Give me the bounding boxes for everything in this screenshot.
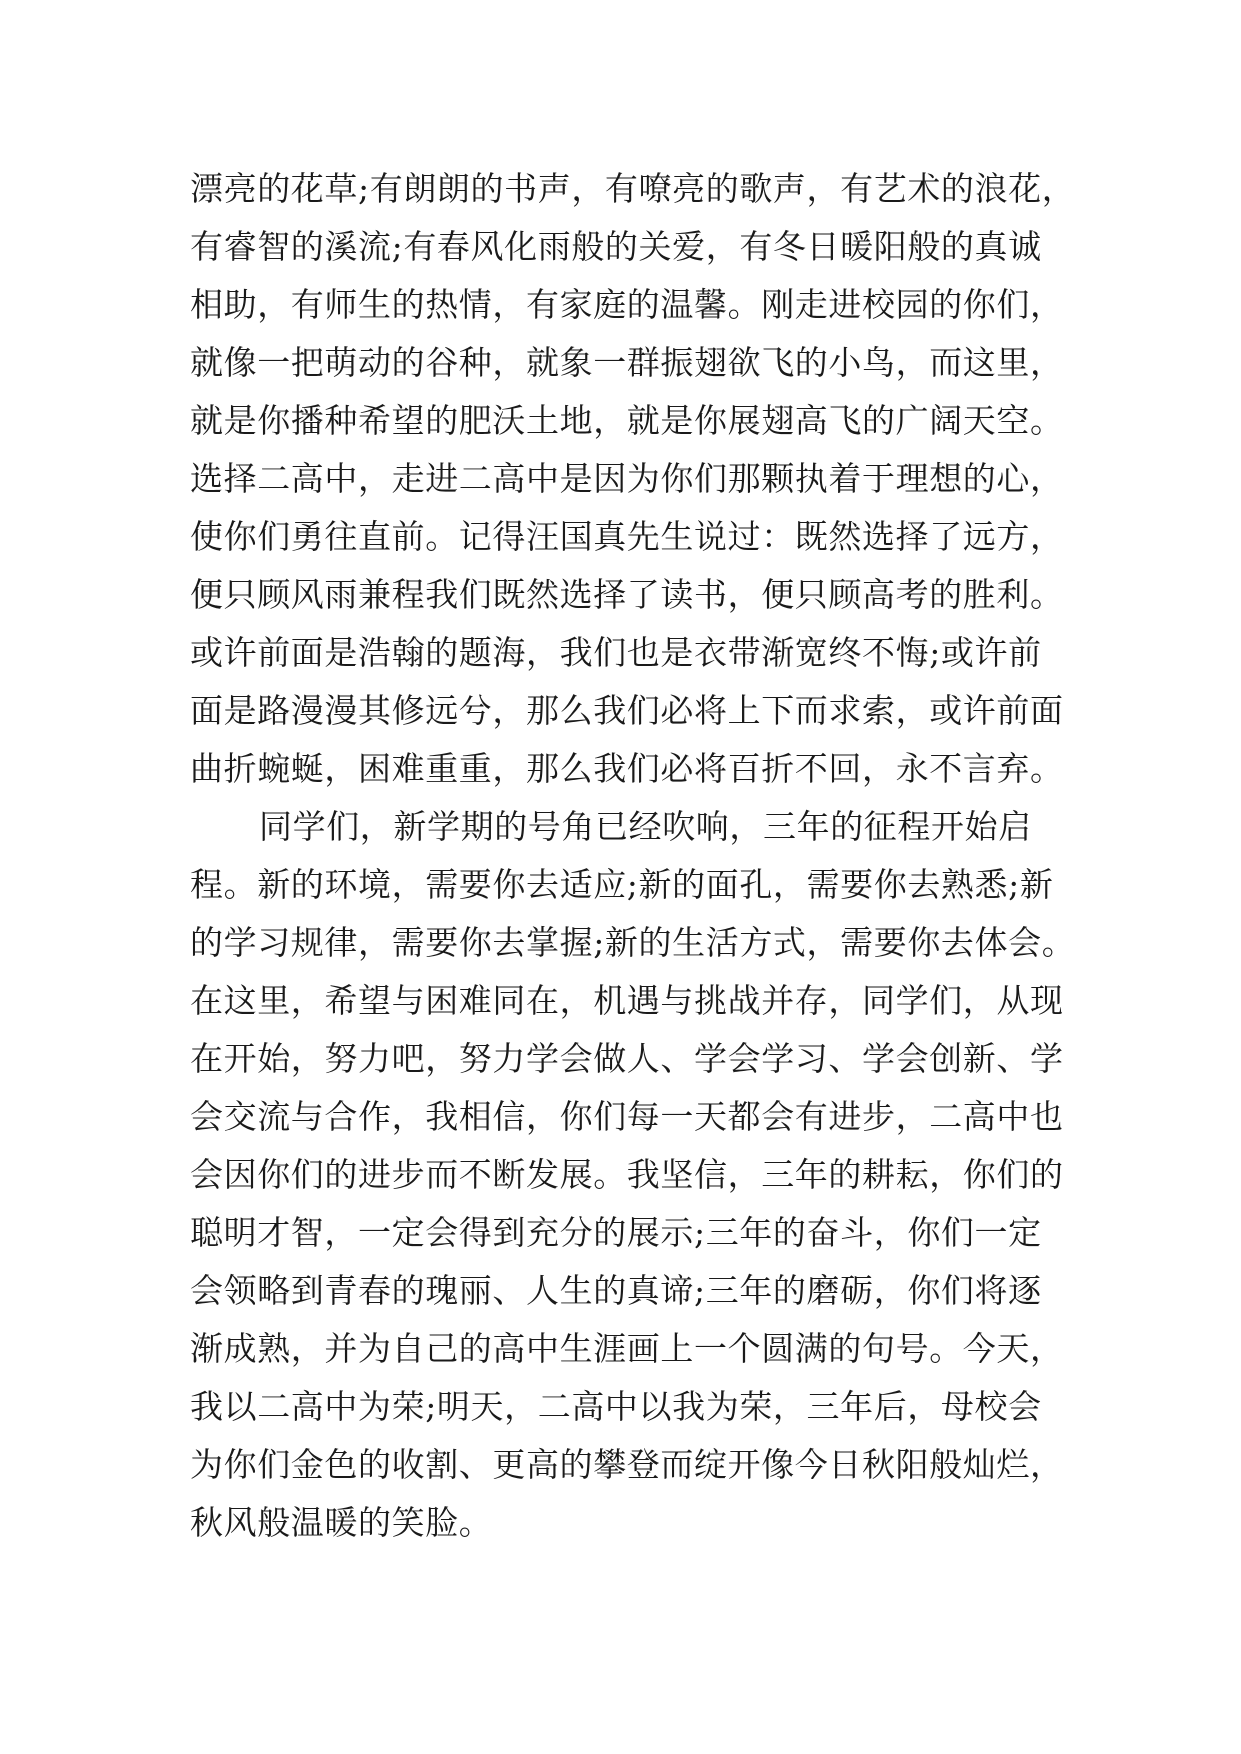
text-line: 聪明才智，一定会得到充分的展示;三年的奋斗，你们一定 <box>190 1213 1042 1252</box>
text-line: 面是路漫漫其修远兮，那么我们必将上下而求索，或许前面 <box>190 691 1064 730</box>
text-line: 会领略到青春的瑰丽、人生的真谛;三年的磨砺，你们将逐 <box>190 1271 1042 1310</box>
text-line: 我以二高中为荣;明天，二高中以我为荣，三年后，母校会 <box>190 1387 1042 1426</box>
text-line: 漂亮的花草;有朗朗的书声，有嘹亮的歌声，有艺术的浪花， <box>190 169 1076 208</box>
text-line: 就像一把萌动的谷种，就象一群振翅欲飞的小鸟，而这里， <box>190 343 1064 382</box>
text-line: 在开始，努力吧，努力学会做人、学会学习、学会创新、学 <box>190 1039 1064 1078</box>
text-line: 就是你播种希望的肥沃土地，就是你展翅高飞的广阔天空。 <box>190 401 1064 440</box>
text-line: 秋风般温暖的笑脸。 <box>190 1503 493 1542</box>
body-text <box>190 160 1076 1552</box>
text-line: 的学习规律，需要你去掌握;新的生活方式，需要你去体会。 <box>190 923 1076 962</box>
text-line: 选择二高中，走进二高中是因为你们那颗执着于理想的心， <box>190 459 1064 498</box>
text-line: 渐成熟，并为自己的高中生涯画上一个圆满的句号。今天， <box>190 1329 1064 1368</box>
text-line: 会因你们的进步而不断发展。我坚信，三年的耕耘，你们的 <box>190 1155 1064 1194</box>
text-line: 便只顾风雨兼程我们既然选择了读书，便只顾高考的胜利。 <box>190 575 1064 614</box>
text-line: 曲折蜿蜒，困难重重，那么我们必将百折不回，永不言弃。 <box>190 749 1064 788</box>
text-line: 相助，有师生的热情，有家庭的温馨。刚走进校园的你们， <box>190 285 1064 324</box>
text-line: 或许前面是浩翰的题海，我们也是衣带渐宽终不悔;或许前 <box>190 633 1042 672</box>
text-line: 会交流与合作，我相信，你们每一天都会有进步，二高中也 <box>190 1097 1064 1136</box>
text-line: 在这里，希望与困难同在，机遇与挑战并存，同学们，从现 <box>190 981 1064 1020</box>
text-line: 程。新的环境，需要你去适应;新的面孔，需要你去熟悉;新 <box>190 865 1054 904</box>
text-line: 为你们金色的收割、更高的攀登而绽开像今日秋阳般灿烂， <box>190 1445 1064 1484</box>
text-line: 使你们勇往直前。记得汪国真先生说过：既然选择了远方， <box>190 517 1064 556</box>
paragraph-start-line: 同学们，新学期的号角已经吹响，三年的征程开始启 <box>259 807 1032 846</box>
text-line: 有睿智的溪流;有春风化雨般的关爱，有冬日暖阳般的真诚 <box>190 227 1042 266</box>
